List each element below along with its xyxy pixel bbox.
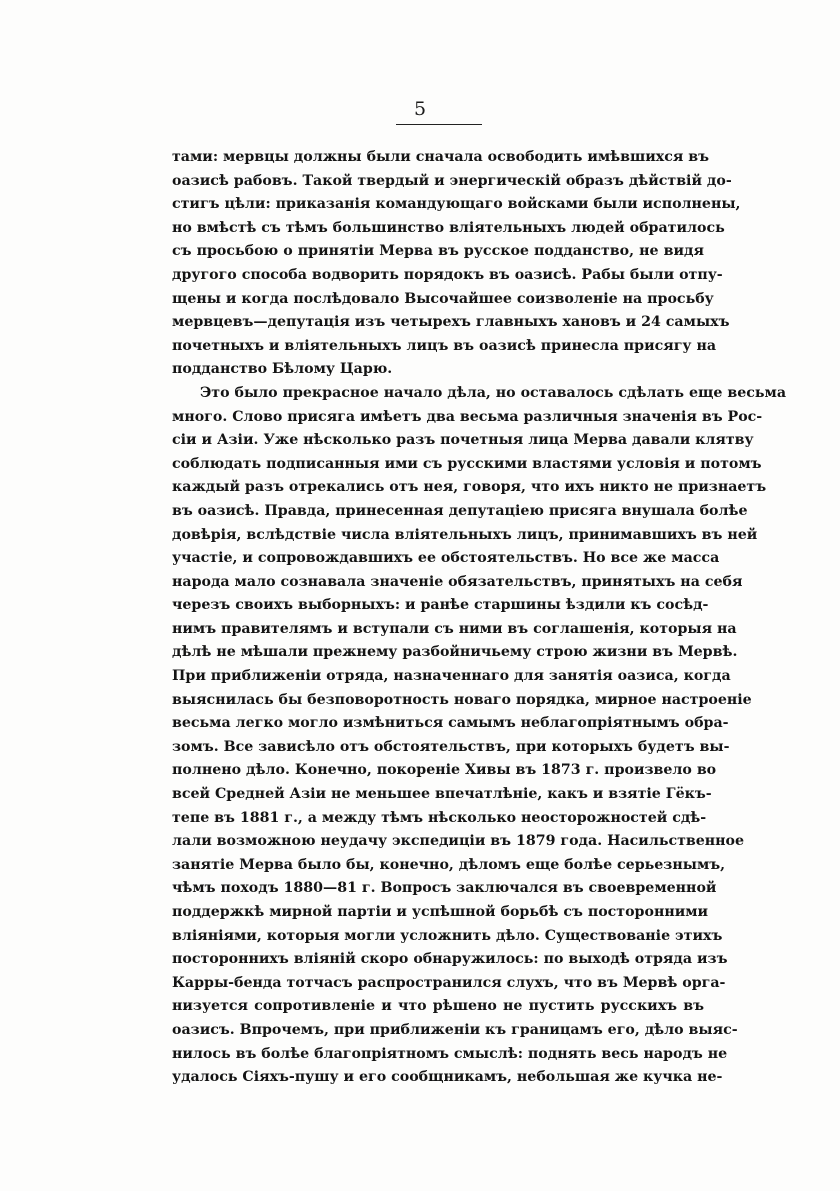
text-line: лали возможною неудачу экспедиціи въ 1879 года. Насильственное	[172, 833, 745, 850]
text-line: зомъ. Все зависѣло отъ обстоятельствъ, при которыхъ будетъ вы-	[172, 738, 730, 755]
text-line: весьма легко могло измѣниться самымъ неблагопріятнымъ обра-	[172, 715, 729, 732]
text-line: много. Слово присяга имѣетъ два весьма различныя значенія въ Рос-	[172, 408, 763, 425]
text-line: оазисѣ рабовъ. Такой твердый и энергическій образъ дѣйствій до-	[172, 172, 732, 189]
text-line: мервцевъ—депутація изъ четырехъ главныхъ хановъ и 24 самыхъ	[172, 314, 730, 331]
text-line: Карры-бенда тотчасъ распространился слухъ, что въ Мервѣ орга-	[172, 974, 726, 991]
text-line: всей Средней Азіи не меньшее впечатлѣніе, какъ и взятіе Гёкъ-	[172, 786, 712, 803]
text-line: стигъ цѣли: приказанія командующаго войсками были исполнены,	[172, 196, 741, 213]
text-line: При приближеніи отряда, назначеннаго для занятія оазиса, когда	[172, 668, 731, 685]
text-line: участіе, и сопровождавшихъ ее обстоятельствъ. Но все же масса	[172, 550, 720, 567]
text-line: черезъ своихъ выборныхъ: и ранѣе старшины ѣздили къ сосѣд-	[172, 597, 709, 614]
text-line: вліяніями, которыя могли усложнить дѣло. Существованіе этихъ	[172, 927, 723, 944]
text-line: нилось въ болѣе благопріятномъ смыслѣ: поднять весь народъ не	[172, 1045, 728, 1062]
text-line: поддержкѣ мирной партіи и успѣшной борьбѣ съ посторонними	[172, 904, 709, 920]
paragraph-2	[172, 382, 787, 1090]
text-line: почетныхъ и вліятельныхъ лицъ въ оазисѣ принесла присягу на	[172, 337, 717, 354]
text-line: съ просьбою о принятіи Мерва въ русское подданство, не видя	[172, 243, 704, 260]
text-line: тами: мервцы должны были сначала освободить имѣвшихся въ	[172, 149, 710, 165]
page-number: 5	[413, 98, 427, 120]
page-number-rule	[396, 124, 482, 125]
text-line: но вмѣстѣ съ тѣмъ большинство вліятельныхъ людей обратилось	[172, 219, 725, 236]
text-line: оазисъ. Впрочемъ, при приближеніи къ границамъ его, дѣло выяс-	[172, 1021, 738, 1038]
text-line: занятіе Мерва было бы, конечно, дѣломъ еще болѣе серьезнымъ,	[172, 856, 726, 873]
text-line: соблюдать подписанныя ими съ русскими властями условія и потомъ	[172, 455, 762, 472]
text-line: полнено дѣло. Конечно, покореніе Хивы въ 1873 г. произвело во	[172, 762, 717, 779]
text-line: сіи и Азіи. Уже нѣсколько разъ почетныя лица Мерва давали клятву	[172, 432, 754, 449]
text-line: выяснилась бы безповоротность новаго порядка, мирное настроеніе	[172, 691, 752, 708]
text-line: другого способа водворить порядокъ въ оазисѣ. Рабы были отпу-	[172, 266, 723, 283]
text-line: удалось Сіяхъ-пушу и его сообщникамъ, небольшая же кучка не-	[172, 1069, 723, 1086]
paragraph-1	[172, 146, 741, 382]
text-line: подданство Бѣлому Царю.	[172, 361, 393, 378]
text-line: чѣмъ походъ 1880—81 г. Вопросъ заключался въ своевременной	[172, 880, 717, 897]
text-line: дѣлѣ не мѣшали прежнему разбойничьему строю жизни въ Мервѣ.	[172, 644, 738, 661]
text-line: Это было прекрасное начало дѣла, но оставалось сдѣлать еще весьма	[200, 384, 787, 401]
text-line: тепе въ 1881 г., а между тѣмъ нѣсколько неосторожностей сдѣ-	[172, 809, 707, 826]
text-line: низуется сопротивленіе и что рѣшено не пустить русскихъ въ	[172, 998, 704, 1015]
body-text	[172, 146, 787, 1090]
text-line: каждый разъ отрекались отъ нея, говоря, что ихъ никто не признаетъ	[172, 479, 767, 496]
text-line: народа мало сознавала значеніе обязательствъ, принятыхъ на себя	[172, 573, 743, 590]
text-line: щены и когда послѣдовало Высочайшее соизволеніе на просьбу	[172, 290, 714, 307]
text-line: постороннихъ вліяній скоро обнаружилось: по выходѣ отряда изъ	[172, 951, 728, 968]
text-line: въ оазисѣ. Правда, принесенная депутаціею присяга внушала болѣе	[172, 502, 748, 519]
text-line: нимъ правителямъ и вступали съ ними въ соглашенія, которыя на	[172, 620, 737, 637]
text-line: довѣрія, вслѣдствіе числа вліятельныхъ лицъ, принимавшихъ въ ней	[172, 526, 758, 543]
